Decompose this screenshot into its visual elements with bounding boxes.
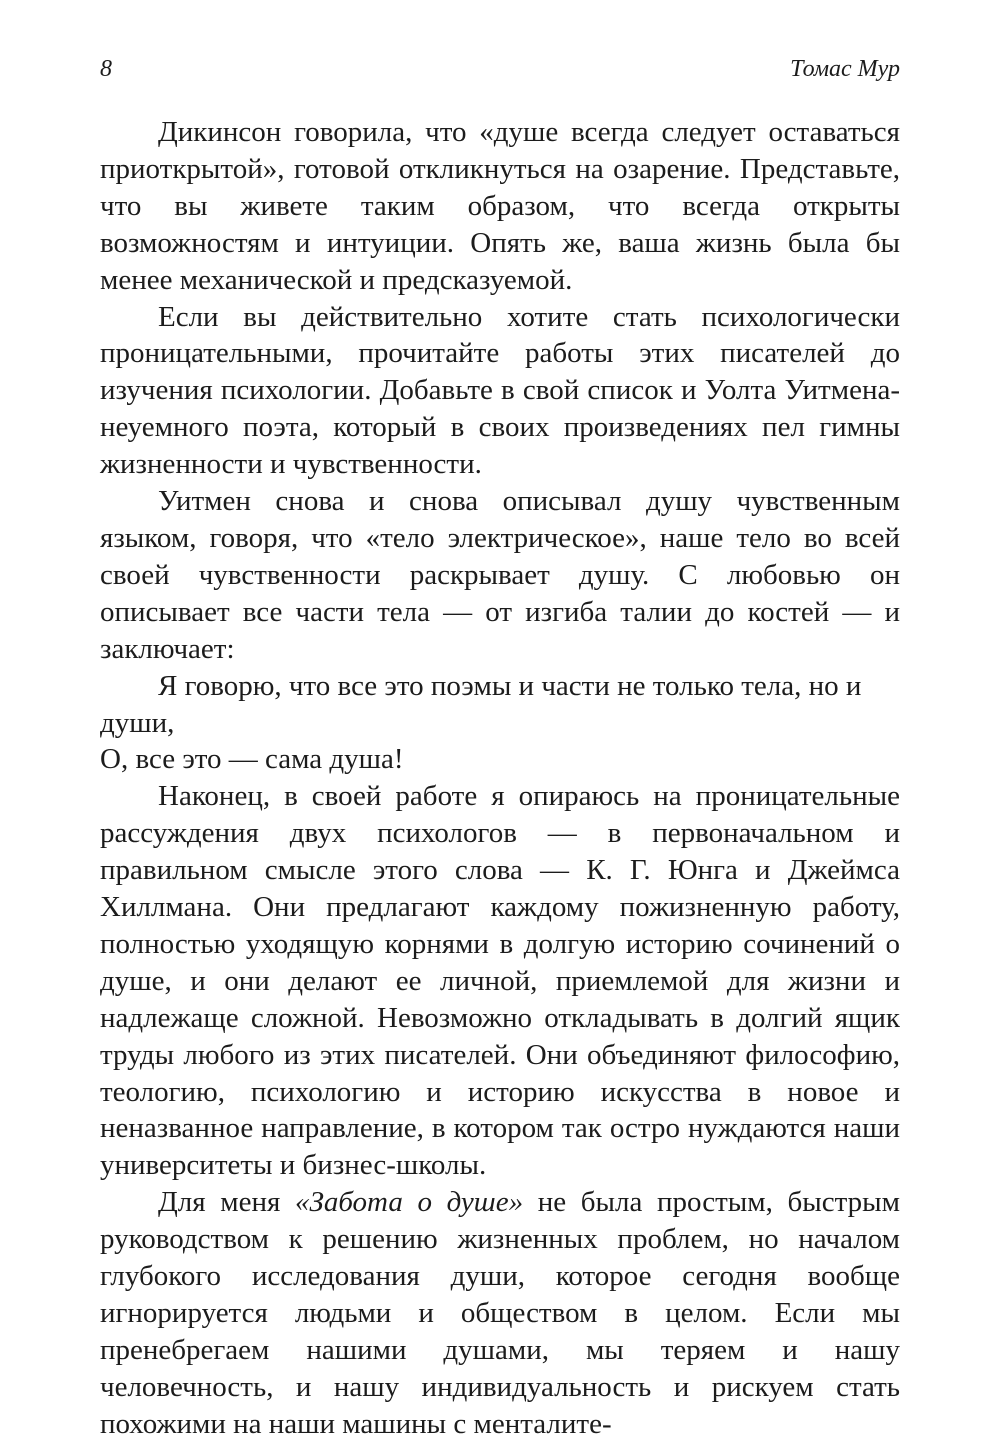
whitman-quote bbox=[100, 668, 900, 779]
book-title: «Забота о душе» bbox=[294, 1186, 524, 1219]
quote-line: Я говорю, что все это поэмы и части не только тела, но и души, bbox=[100, 669, 862, 739]
paragraph-jung-hillman: Наконец, в своей работе я опираюсь на проницательные рассуждения двух психологов — в первоначальном и правильном смысле этого слова — К. Г. Юнга и Джеймса Хиллмана. Они предлагают каждому пожизненную работу, полностью уходящую корнями в долгую историю сочинений о душе, и они делают ее личной, приемлемой для жизни и надлежаще сложной. Невозможно откладывать в долгий ящик труды любого из этих писателей. Они объединяют философию, теологию, психологию и историю искусства в новое и неназванное направление, в котором так остро нуждаются наши университеты и бизнес-школы. bbox=[100, 780, 900, 1182]
paragraph-text: не была простым, быстрым руководством к решению жизненных проблем, но началом глубокого исследования души, которое сегодня вообще игнорируется людьми и обществом в целом. Если мы пренебрегаем нашими душами, мы теряем и нашу человечность, и нашу индивидуальность и рискуем стать похожими на наши машины с менталите- bbox=[100, 1186, 900, 1440]
paragraph-whitman: Уитмен снова и снова описывал душу чувственным языком, говоря, что «тело электрическое», наше тело во всей своей чувственности раскрывает душу. С любовью он описывает все части тела — от изгиба талии до костей — и заключает: bbox=[100, 485, 900, 665]
paragraph-care-of-soul bbox=[100, 1184, 900, 1442]
quote-line: О, все это — сама душа! bbox=[100, 743, 404, 776]
paragraph-dickinson: Дикинсон говорила, что «душе всегда следует оставаться приоткрытой», готовой откликнуться на озарение. Представьте, что вы живете таким образом, что всегда открыты возможностям и интуиции. Опять же, ваша жизнь была бы менее механической и предсказуемой. bbox=[100, 116, 900, 296]
paragraph-insight: Если вы действительно хотите стать психологически проницательными, прочитайте работы этих писателей до изучения психологии. Добавьте в свой список и Уолта Уитмена- неуемного поэта, который в своих произведениях пел гимны жизненности и чувственности. bbox=[100, 300, 900, 481]
page-number: 8 bbox=[100, 56, 112, 82]
running-head bbox=[100, 52, 900, 86]
paragraph-text: Для меня bbox=[158, 1186, 295, 1219]
running-head-author: Томас Мур bbox=[790, 56, 900, 82]
body-text bbox=[100, 114, 900, 1443]
